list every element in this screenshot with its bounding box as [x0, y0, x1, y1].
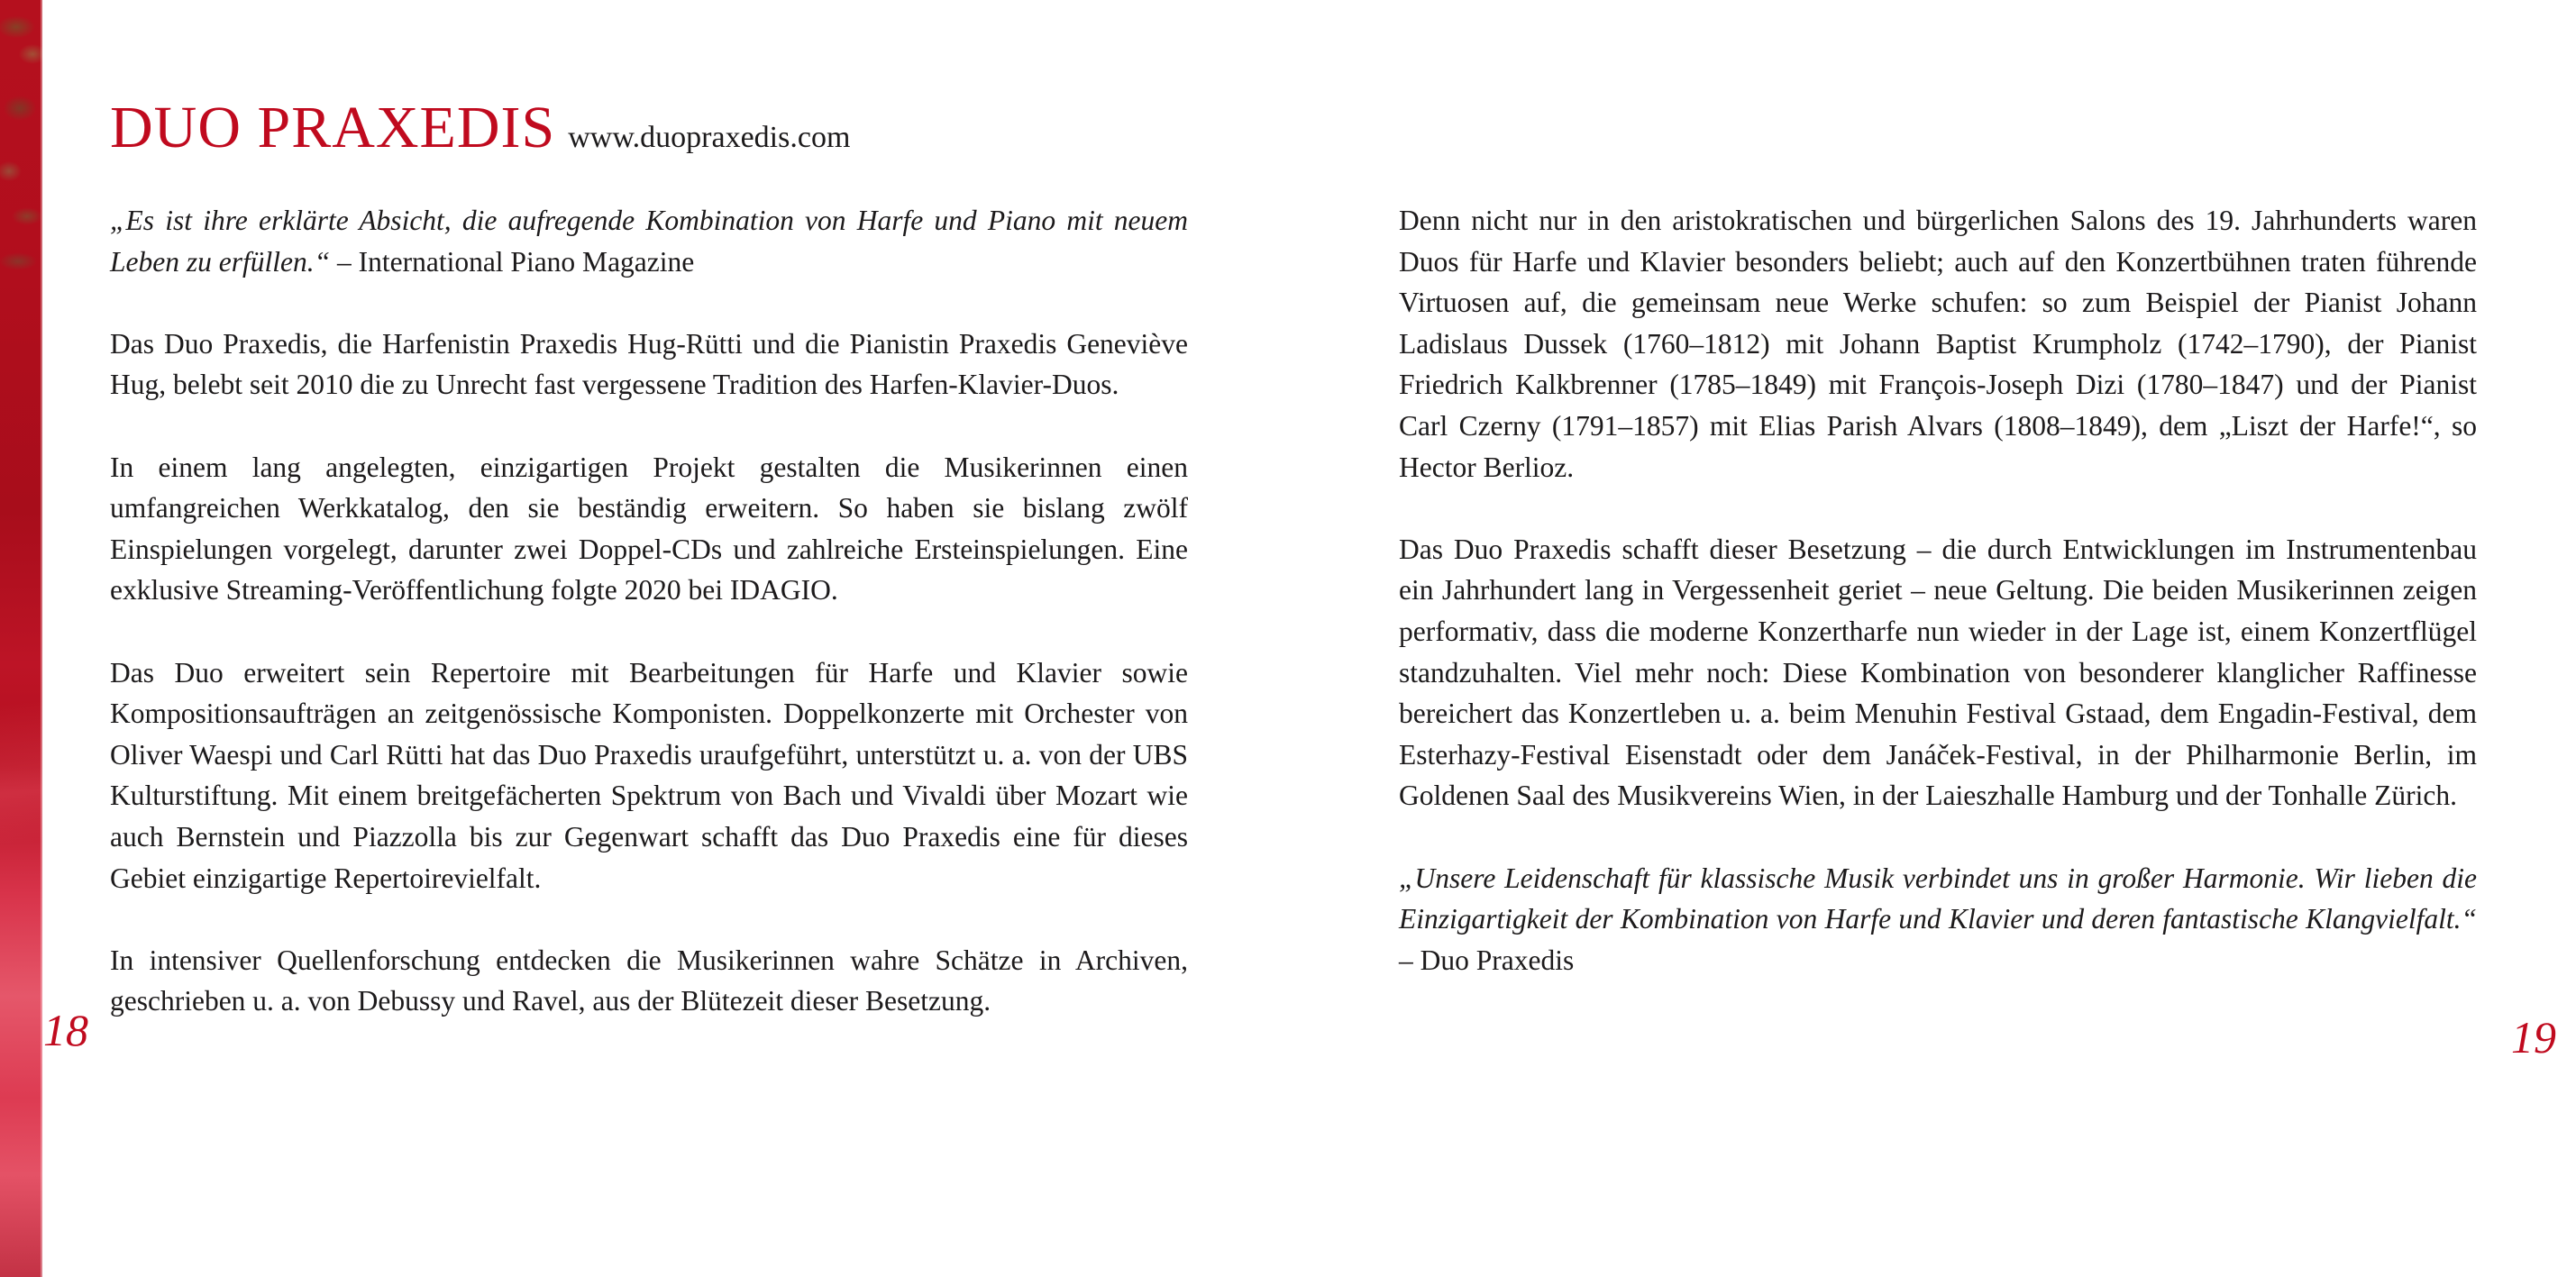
- press-quote-text: „Es ist ihre erklärte Absicht, die aufregende Kombination von Harfe und Piano mit neuem Leben zu erfüllen.“: [110, 205, 1188, 278]
- press-quote-attribution: – International Piano Magazine: [330, 245, 695, 278]
- paragraph-project: In einem lang angelegten, einzigartigen Projekt gestalten die Musikerinnen einen umfangreichen Werkkatalog, den sie beständig erweitern. So haben sie bislang zwölf Einspielungen vorgelegt, darunter zwei Doppel-CDs und zahlreiche Ersteinspielungen. Eine exklusive Streaming-Veröffentlichung folgte 2020 bei IDAGIO.: [110, 451, 1188, 607]
- paragraph-intro: Das Duo Praxedis, die Harfenistin Praxedis Hug-Rütti und die Pianistin Praxedis Geneviève Hug, belebt seit 2010 die zu Unrecht fast vergessene Tradition des Harfen-Klavier-Duos.: [110, 327, 1188, 401]
- page-title: DUO PRAXEDIS: [110, 95, 556, 160]
- duo-quote-text: „Unsere Leidenschaft für klassische Musik verbindet uns in großer Harmonie. Wir lieben die Einzigartigkeit der Kombination von Harfe und Klavier und deren fantastische Klangvielfalt.“: [1399, 862, 2477, 935]
- website-link[interactable]: www.duopraxedis.com: [568, 121, 851, 154]
- page-number-right: 19: [2511, 1012, 2556, 1063]
- paragraph-repertoire: Das Duo erweitert sein Repertoire mit Bearbeitungen für Harfe und Klavier sowie Kompositionsaufträgen an zeitgenössische Komponisten. Doppelkonzerte mit Orchester von Oliver Waespi und Carl Rütti hat das Duo Praxedis uraufgeführt, unterstützt u. a. von der UBS Kulturstiftung. Mit einem breitgefächerten Spektrum von Bach und Vivaldi über Mozart wie auch Bernstein und Piazzolla bis zur Gegenwart schafft das Duo Praxedis eine für dieses Gebiet einzigartige Repertoirevielfalt.: [110, 656, 1188, 894]
- duo-quote: [1399, 858, 2477, 981]
- paragraph-revival: Das Duo Praxedis schafft dieser Besetzung – die durch Entwicklungen im Instrumentenbau ein Jahrhundert lang in Vergessenheit geriet – neue Geltung. Die beiden Musikerinnen zeigen performativ, dass die moderne Konzertharfe nun wieder in der Lage ist, einem Konzertflügel standzuhalten. Viel mehr noch: Diese Kombination von besonderer klanglicher Raffinesse bereichert das Konzertleben u. a. beim Menuhin Festival Gstaad, dem Engadin-Festival, dem Esterhazy-Festival Eisenstadt oder dem Janáček-Festival, in der Philharmonie Berlin, im Goldenen Saal des Musikvereins Wien, in der Laieszhalle Hamburg und der Tonhalle Zürich.: [1399, 533, 2477, 812]
- paragraph-history: Denn nicht nur in den aristokratischen und bürgerlichen Salons des 19. Jahrhunderts waren Duos für Harfe und Klavier besonders beliebt; auch auf den Konzertbühnen traten führende Virtuosen auf, die gemeinsam neue Werke schufen: so zum Beispiel der Pianist Johann Ladislaus Dussek (1760–1812) mit Johann Baptist Krumpholz (1742–1790), der Pianist Friedrich Kalkbrenner (1785–1849) mit François-Joseph Dizi (1780–1847) und der Pianist Carl Czerny (1791–1857) mit Elias Parish Alvars (1808–1849), dem „Liszt der Harfe!“, so Hector Berlioz.: [1399, 205, 2477, 483]
- paragraph-research: In intensiver Quellenforschung entdecken die Musikerinnen wahre Schätze in Archiven, geschrieben u. a. von Debussy und Ravel, aus der Blütezeit dieser Besetzung.: [110, 944, 1188, 1017]
- page-header: [110, 94, 850, 162]
- right-column: [1399, 200, 2477, 1022]
- duo-quote-attribution: – Duo Praxedis: [1399, 944, 1575, 976]
- press-quote: [110, 200, 1188, 282]
- left-column: [110, 200, 1188, 1063]
- decorative-red-fabric-strip: [0, 0, 42, 1277]
- page-number-left: 18: [43, 1005, 88, 1055]
